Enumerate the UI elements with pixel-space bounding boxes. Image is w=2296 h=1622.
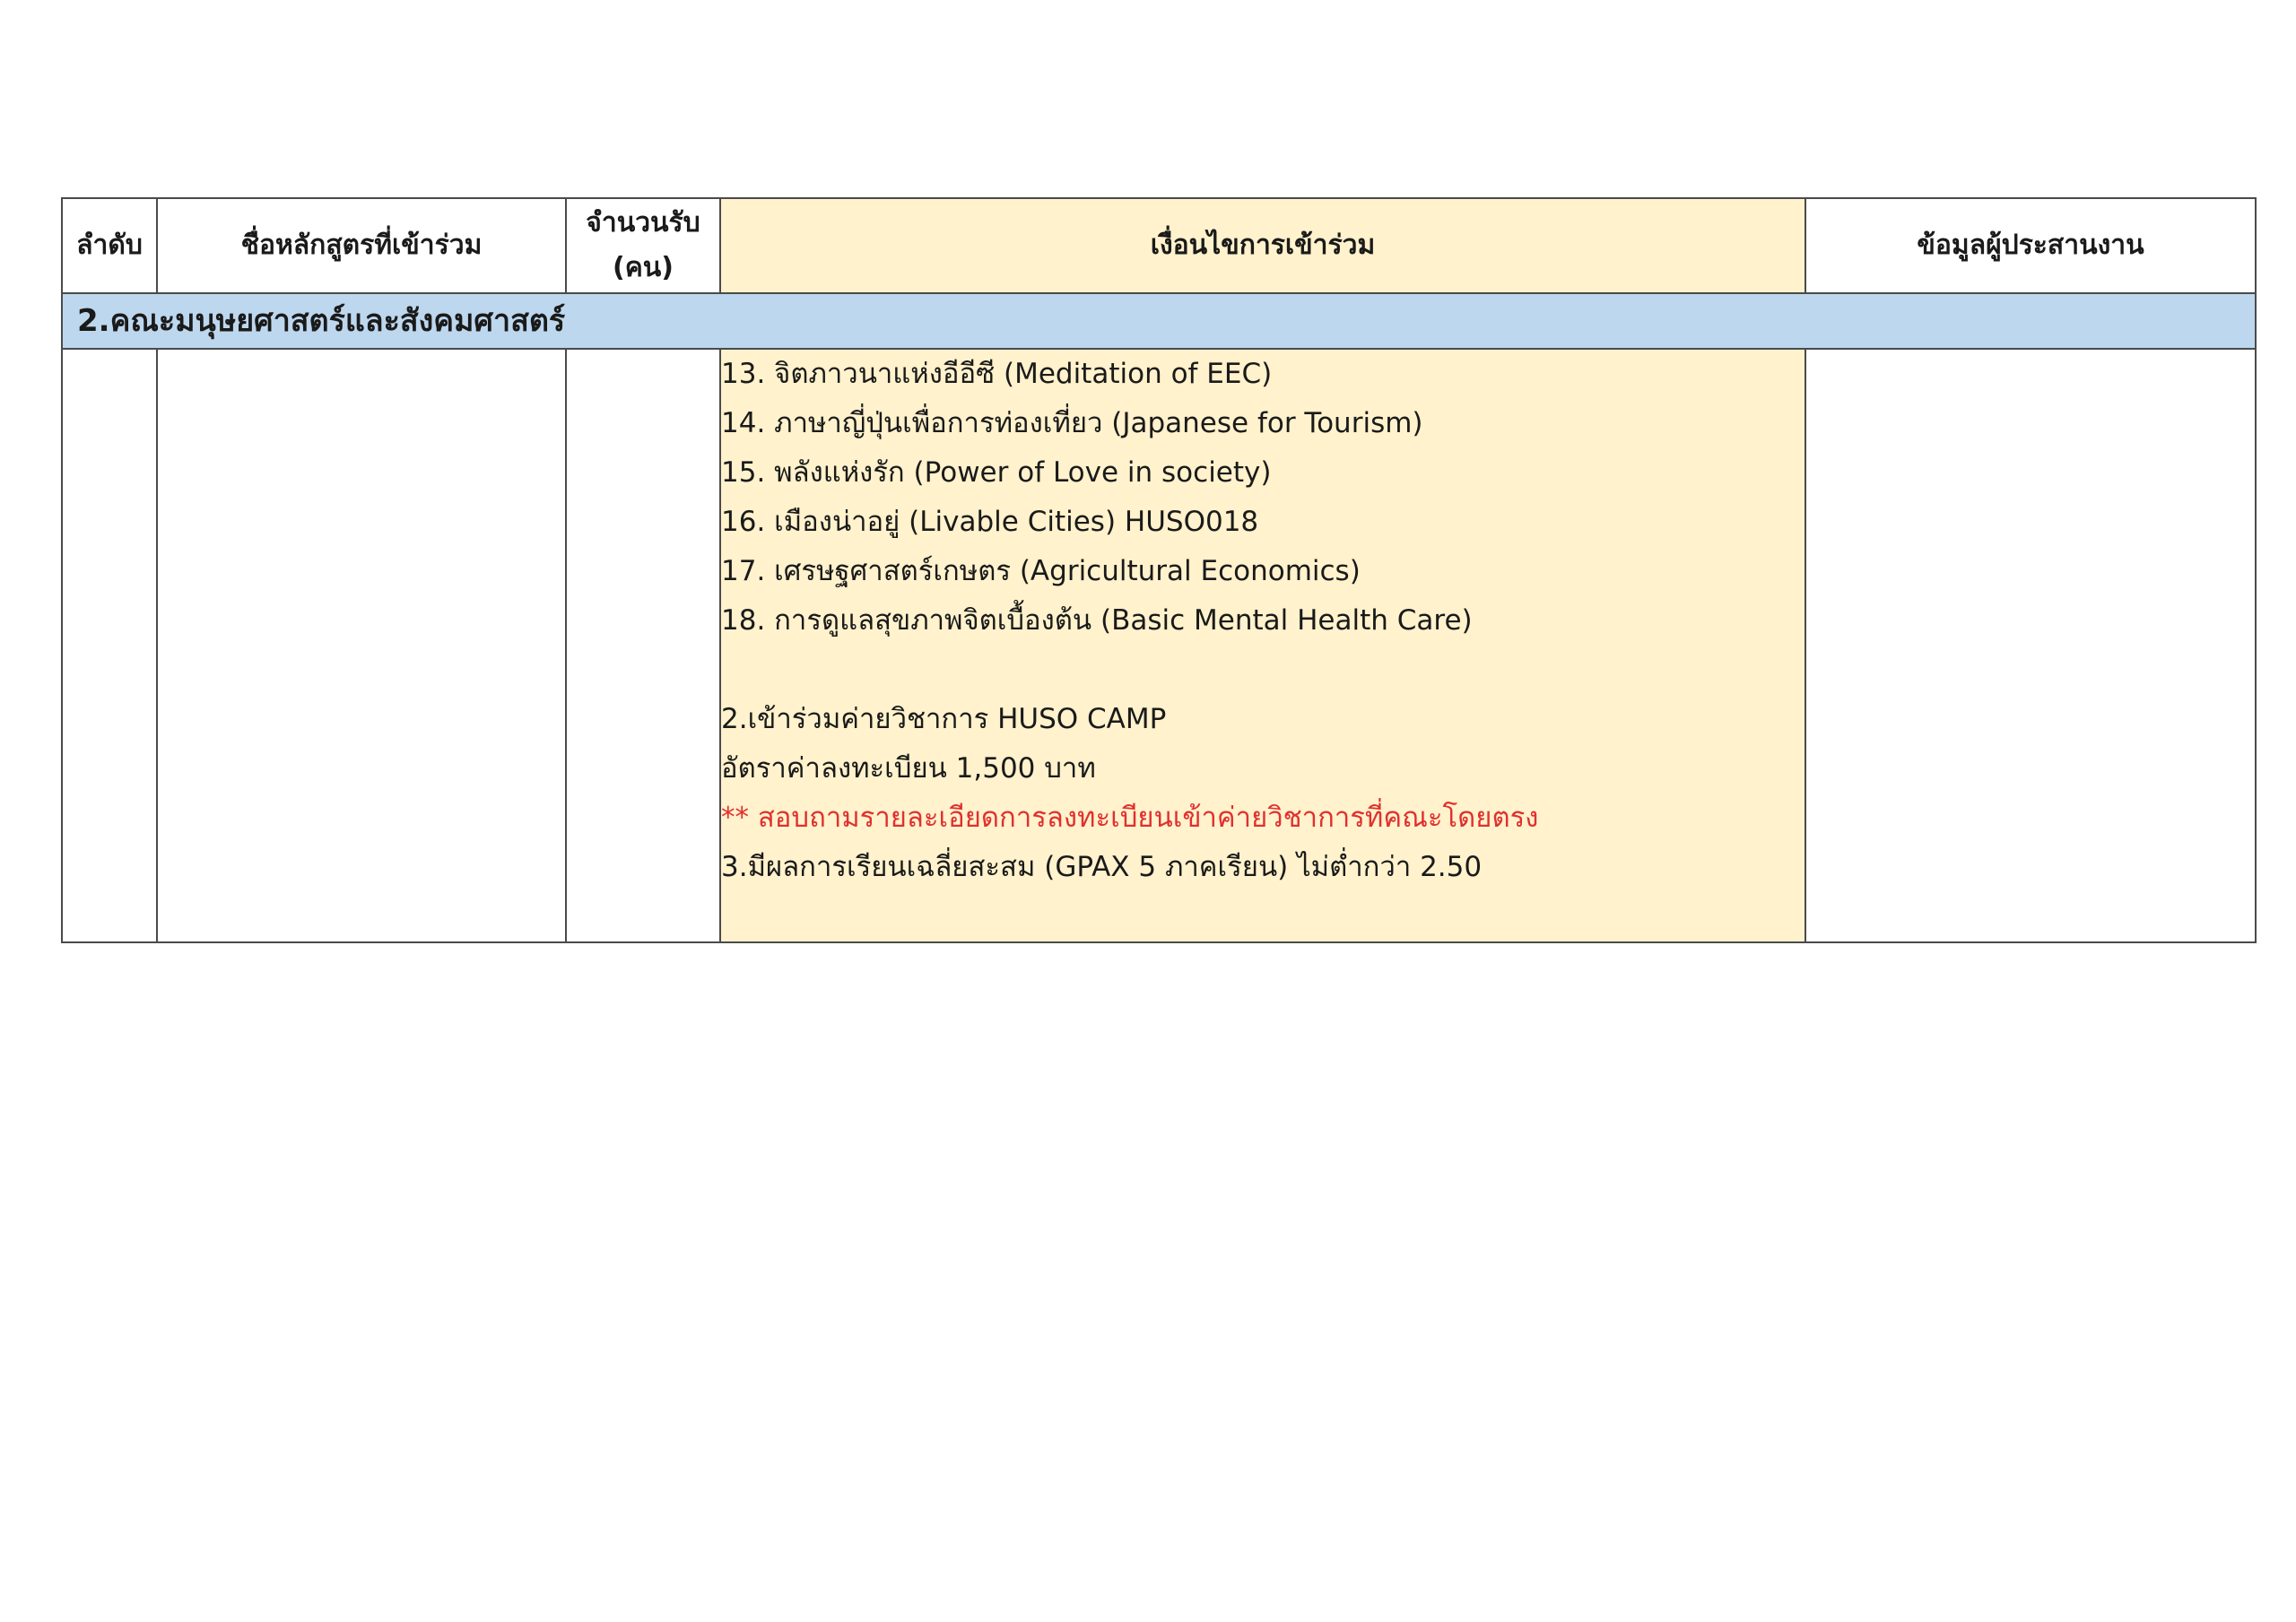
header-quantity [566,198,720,293]
condition-line: อัตราค่าลงทะเบียน 1,500 บาท [721,752,1096,785]
header-quantity-line2: (คน) [613,252,674,283]
header-conditions: เงื่อนไขการเข้าร่วม [720,198,1805,293]
header-row [62,198,2256,293]
course-table [61,197,2257,943]
cell-course-name [157,349,566,942]
condition-line: 14. ภาษาญี่ปุ่นเพื่อการท่องเที่ยว (Japanese for Tourism) [721,407,1423,439]
header-course-name: ชื่อหลักสูตรที่เข้าร่วม [157,198,566,293]
condition-line: 17. เศรษฐศาสตร์เกษตร (Agricultural Economics) [721,555,1361,587]
condition-line: 15. พลังแห่งรัก (Power of Love in society) [721,456,1272,489]
condition-line: 16. เมืองน่าอยู่ (Livable Cities) HUSO018 [721,506,1259,538]
cell-coordinator [1805,349,2256,942]
table-row [62,349,2256,942]
condition-line: 2.เข้าร่วมค่ายวิชาการ HUSO CAMP [721,703,1167,735]
condition-spacer [721,646,1805,695]
cell-no [62,349,157,942]
header-quantity-line1: จำนวนรับ [586,207,700,239]
cell-conditions [720,349,1805,942]
condition-line: 3.มีผลการเรียนเฉลี่ยสะสม (GPAX 5 ภาคเรียน) ไม่ต่ำกว่า 2.50 [721,851,1483,883]
condition-note-red: ** สอบถามรายละเอียดการลงทะเบียนเข้าค่ายวิชาการที่คณะโดยตรง [721,802,1539,834]
section-row [62,293,2256,349]
cell-quantity [566,349,720,942]
header-no: ลำดับ [62,198,157,293]
header-coordinator: ข้อมูลผู้ประสานงาน [1805,198,2256,293]
condition-line: 13. จิตภาวนาแห่งอีอีซี (Meditation of EEC) [721,358,1273,390]
section-title: 2.คณะมนุษยศาสตร์และสังคมศาสตร์ [62,293,2256,349]
condition-line: 18. การดูแลสุขภาพจิตเบื้องต้น (Basic Mental Health Care) [721,604,1473,637]
